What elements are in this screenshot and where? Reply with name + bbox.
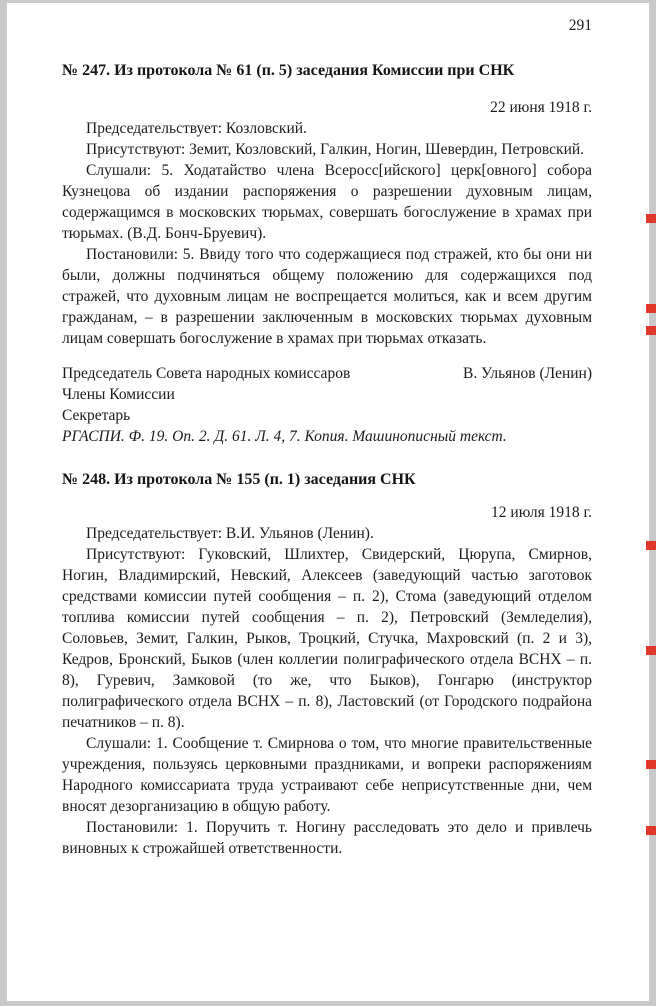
doc-248-paragraph-resolved: Постановили: 1. Поручить т. Ногину расследовать это дело и привлечь виновных к строжайшей ответственности.: [62, 819, 592, 857]
doc-247-paragraph-heard: Слушали: 5. Ходатайство члена Всеросс[ийского] церк[овного] собора Кузнецова об издании распоряжения о разрешении духовным лицам, содержащимся в московских тюрьмах, совершать богослужение в храмах при тюрьмах. (В.Д. Бонч-Бруевич).: [62, 162, 592, 242]
margin-mark: [646, 541, 656, 550]
doc-247-paragraph-present: Присутствуют: Земит, Козловский, Галкин, Ногин, Шевердин, Петровский.: [86, 141, 585, 158]
doc-247-paragraph-resolved: Постановили: 5. Ввиду того что содержащиеся под стражей, кто бы они ни были, должны подчиняться общему положению для содержащихся под стражей, что духовным лицам не воспрещается молиться, как и всем другим гражданам, – в разрешении заключенным в московских тюрьмах духовным лицам совершать богослужение в храмах при тюрьмах отказать.: [62, 246, 592, 347]
doc-248-paragraph-heard: Слушали: 1. Сообщение т. Смирнова о том, что многие правительственные учреждения, пользуясь церковными праздниками, и вопреки распоряжениям Народного комиссариата труда устраивают себе неприсутственные дни, чем вносят дезорганизацию в общую работу.: [62, 735, 592, 815]
doc-248-paragraph-chairman: Председательствует: В.И. Ульянов (Ленин).: [86, 525, 374, 542]
doc-247-heading: № 247. Из протокола № 61 (п. 5) заседания Комиссии при СНК: [62, 62, 515, 79]
doc-248-heading: № 248. Из протокола № 155 (п. 1) заседания СНК: [62, 471, 416, 488]
doc-247-date: 22 июня 1918 г.: [490, 99, 592, 116]
signature-name-lenin: В. Ульянов (Ленин): [463, 365, 592, 382]
doc-247-archive-reference: РГАСПИ. Ф. 19. Оп. 2. Д. 61. Л. 4, 7. Копия. Машинописный текст.: [62, 428, 507, 445]
margin-mark: [646, 304, 656, 313]
page-number: 291: [568, 17, 592, 34]
margin-mark: [646, 646, 656, 655]
doc-247-signature-block: [62, 363, 592, 426]
doc-247-paragraph-chairman: Председательствует: Козловский.: [86, 120, 307, 137]
margin-mark: [646, 826, 656, 835]
signature-role-secretary: Секретарь: [62, 407, 131, 424]
doc-248-paragraph-present: Присутствуют: Гуковский, Шлихтер, Свидерский, Цюрупа, Смирнов, Ногин, Владимирский, Невский, Алексеев (заведующий частью заготовок средствами комиссии путей сообщения – п. 2), Стома (заведующий отделом топлива комиссии путей сообщения – п. 2), Петровский (Земледелия), Соловьев, Земит, Галкин, Рыков, Троцкий, Стучка, Махровский (п. 2 и 3), Кедров, Бронский, Быков (член коллегии полиграфического отдела ВСНХ – п. 8), Гуревич, Замковой (то же, что Быков), Гонгарю (инструктор полиграфического отдела ВСНХ – п. 8), Ластовский (от Городского подрайона печатников – п. 8).: [62, 546, 592, 731]
document-247: [62, 60, 592, 447]
page: [7, 3, 649, 1001]
signature-role-chairman: Председатель Совета народных комиссаров: [62, 365, 351, 382]
margin-mark: [646, 214, 656, 223]
signature-role-members: Члены Комиссии: [62, 386, 175, 403]
margin-mark: [646, 760, 656, 769]
document-248: [62, 469, 592, 859]
doc-248-date: 12 июля 1918 г.: [491, 504, 592, 521]
signature-row: [62, 363, 592, 384]
margin-mark: [646, 326, 656, 335]
